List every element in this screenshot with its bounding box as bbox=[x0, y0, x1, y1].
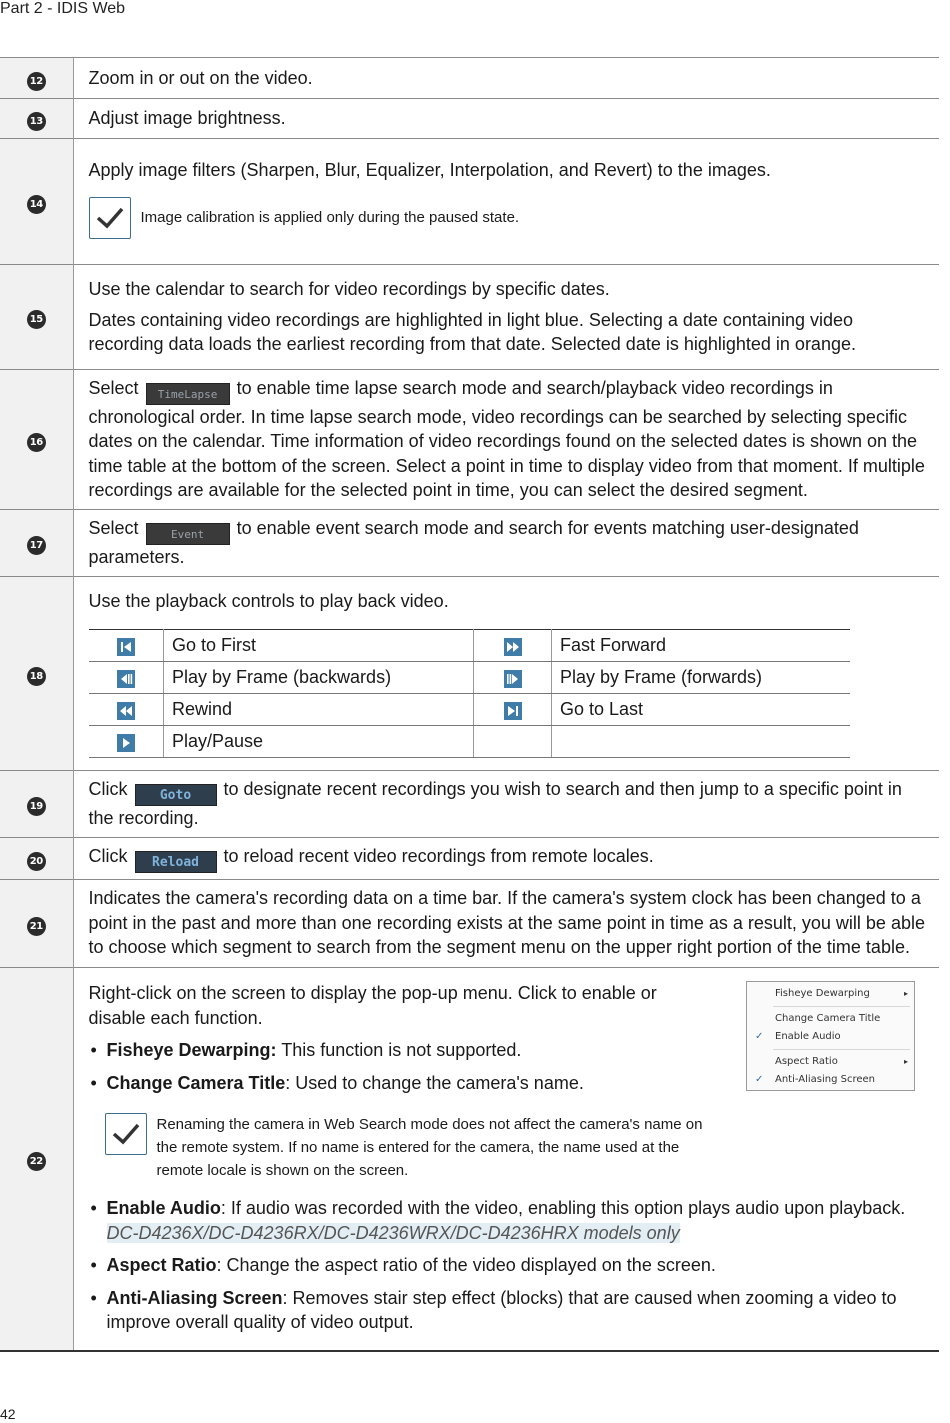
row-text: Select bbox=[88, 377, 139, 398]
note-text: Image calibration is applied only during the paused state. bbox=[140, 209, 520, 227]
note-box bbox=[105, 1113, 926, 1182]
row-text: Select bbox=[88, 517, 139, 538]
menu-separator bbox=[773, 1049, 910, 1050]
row-text: Use the calendar to search for video recordings by specific dates. bbox=[88, 279, 610, 299]
row-text: Dates containing video recordings are highlighted in light blue. Selecting a date containing video recording data loads the earliest recording from that date. Selected date is highlighted in orange. bbox=[88, 309, 856, 354]
table-row bbox=[0, 967, 939, 1351]
list-item bbox=[89, 1196, 926, 1245]
note-box bbox=[89, 197, 926, 239]
control-label: Play/Pause bbox=[164, 726, 474, 758]
empty-cell bbox=[474, 726, 552, 758]
row-text: to enable time lapse search mode and search/playback video recordings in chronological order. In time lapse search mode, video recordings can be searched by selecting specific dates on the calendar. Time information of video recordings found on the selected dates is shown on the time table at the bottom of the screen. Select a point in time to display video from that moment. If multiple recordings are available for the selected point in time, you can select the desired segment. bbox=[88, 377, 925, 500]
page-number: 42 bbox=[0, 1406, 16, 1422]
term-desc: : Change the aspect ratio of the video displayed on the screen. bbox=[216, 1255, 716, 1275]
rewind-icon bbox=[117, 702, 135, 720]
row-text: Apply image filters (Sharpen, Blur, Equalizer, Interpolation, and Revert) to the images. bbox=[88, 160, 771, 181]
item-number-badge: 16 bbox=[27, 433, 46, 452]
row-text: Use the playback controls to play back video. bbox=[88, 590, 449, 611]
term-desc: : Removes stair step effect (blocks) that are caused when zooming a video to improve overall quality of video output. bbox=[106, 1287, 897, 1332]
running-header: Part 2 - IDIS Web bbox=[0, 0, 126, 17]
item-number-badge: 21 bbox=[27, 917, 46, 936]
item-number-badge: 20 bbox=[27, 852, 46, 871]
row-text: Click bbox=[88, 845, 128, 866]
submenu-arrow-icon: ▸ bbox=[903, 989, 908, 998]
item-number-badge: 14 bbox=[27, 195, 46, 214]
menu-item: Fisheye Dewarping ▸ bbox=[747, 985, 914, 1003]
goto-button-image: Goto bbox=[135, 784, 217, 806]
menu-item: Aspect Ratio ▸ bbox=[747, 1053, 914, 1071]
go-to-last-icon bbox=[504, 702, 522, 720]
row-text: to designate recent recordings you wish to search and then jump to a specific point in the recording. bbox=[88, 779, 902, 828]
note-text: Renaming the camera in Web Search mode does not affect the camera's name on the remote system. If no name is entered for the camera, the name used at the remote locale is shown on the screen. bbox=[156, 1116, 703, 1179]
row-text: Click bbox=[88, 779, 128, 799]
empty-cell bbox=[552, 726, 850, 758]
table-row bbox=[89, 630, 850, 662]
row-text: to enable event search mode and search for events matching user-designated parameters. bbox=[88, 517, 859, 567]
frame-backward-icon bbox=[117, 670, 135, 688]
term: Aspect Ratio bbox=[106, 1255, 217, 1275]
description-table bbox=[0, 57, 939, 1352]
row-text: Zoom in or out on the video. bbox=[88, 67, 313, 88]
item-number-badge: 17 bbox=[27, 536, 46, 555]
control-label: Play by Frame (forwards) bbox=[552, 662, 850, 694]
table-row bbox=[0, 837, 939, 879]
row-text: to reload recent video recordings from remote locales. bbox=[223, 845, 654, 866]
menu-item: Change Camera Title bbox=[775, 1013, 881, 1024]
frame-forward-icon bbox=[504, 670, 522, 688]
term: Enable Audio bbox=[106, 1198, 221, 1218]
term-desc: : Used to change the camera's name. bbox=[285, 1072, 584, 1093]
list-item bbox=[89, 1253, 926, 1278]
control-label: Fast Forward bbox=[552, 630, 850, 662]
go-to-first-icon bbox=[117, 638, 135, 656]
table-row bbox=[89, 694, 850, 726]
menu-separator bbox=[773, 1006, 910, 1007]
table-row bbox=[0, 265, 939, 370]
note-check-icon bbox=[89, 197, 131, 239]
control-label: Go to First bbox=[164, 630, 474, 662]
table-row bbox=[0, 509, 939, 576]
menu-item: ✓ Anti-Aliasing Screen bbox=[747, 1071, 914, 1089]
item-number-badge: 22 bbox=[27, 1152, 46, 1171]
row-text: Right-click on the screen to display the pop-up menu. Click to enable or disable each function. bbox=[88, 983, 657, 1028]
list-item bbox=[89, 1071, 679, 1096]
table-row bbox=[89, 662, 850, 694]
term: Change Camera Title bbox=[106, 1072, 286, 1093]
item-number-badge: 19 bbox=[27, 797, 46, 816]
context-menu-screenshot bbox=[746, 981, 915, 1091]
row-text: Adjust image brightness. bbox=[88, 108, 286, 129]
check-icon: ✓ bbox=[755, 1031, 764, 1042]
table-row bbox=[89, 726, 850, 758]
control-label: Go to Last bbox=[552, 694, 850, 726]
row-text: Indicates the camera's recording data on a time bar. If the camera's system clock has been changed to a point in the past and more than one recording exists at the same point in time as a result, you will be able to choose which segment to search from the segment menu on the upper right portion of the time table. bbox=[88, 888, 925, 958]
item-number-badge: 13 bbox=[27, 112, 46, 131]
table-row bbox=[0, 58, 939, 99]
list-item bbox=[89, 1038, 679, 1063]
list-item bbox=[89, 1286, 926, 1335]
term: Fisheye Dewarping: bbox=[106, 1040, 277, 1060]
timelapse-button-image: TimeLapse bbox=[146, 383, 230, 405]
playback-controls-table bbox=[89, 629, 850, 758]
term-desc: : If audio was recorded with the video, enabling this option plays audio upon playback. bbox=[220, 1198, 906, 1218]
table-row bbox=[0, 139, 939, 265]
term: Anti-Aliasing Screen bbox=[106, 1287, 283, 1308]
table-row bbox=[0, 99, 939, 139]
table-row bbox=[0, 369, 939, 509]
menu-item: ✓ Enable Audio bbox=[747, 1028, 914, 1046]
item-number-badge: 12 bbox=[27, 72, 46, 91]
term-desc: This function is not supported. bbox=[276, 1040, 522, 1060]
table-row bbox=[0, 576, 939, 771]
submenu-arrow-icon: ▸ bbox=[903, 1057, 908, 1066]
note-check-icon bbox=[105, 1113, 147, 1155]
fast-forward-icon bbox=[504, 638, 522, 656]
event-button-image: Event bbox=[146, 523, 230, 545]
item-number-badge: 15 bbox=[27, 310, 46, 329]
control-label: Rewind bbox=[164, 694, 474, 726]
play-pause-icon bbox=[117, 734, 135, 752]
control-label: Play by Frame (backwards) bbox=[164, 662, 474, 694]
item-number-badge: 18 bbox=[27, 667, 46, 686]
check-icon: ✓ bbox=[755, 1074, 764, 1085]
table-row bbox=[0, 879, 939, 967]
table-row bbox=[0, 771, 939, 838]
reload-button-image: Reload bbox=[135, 851, 217, 873]
model-note: DC-D4236X/DC-D4236RX/DC-D4236WRX/DC-D4236HRX models only bbox=[106, 1222, 680, 1243]
